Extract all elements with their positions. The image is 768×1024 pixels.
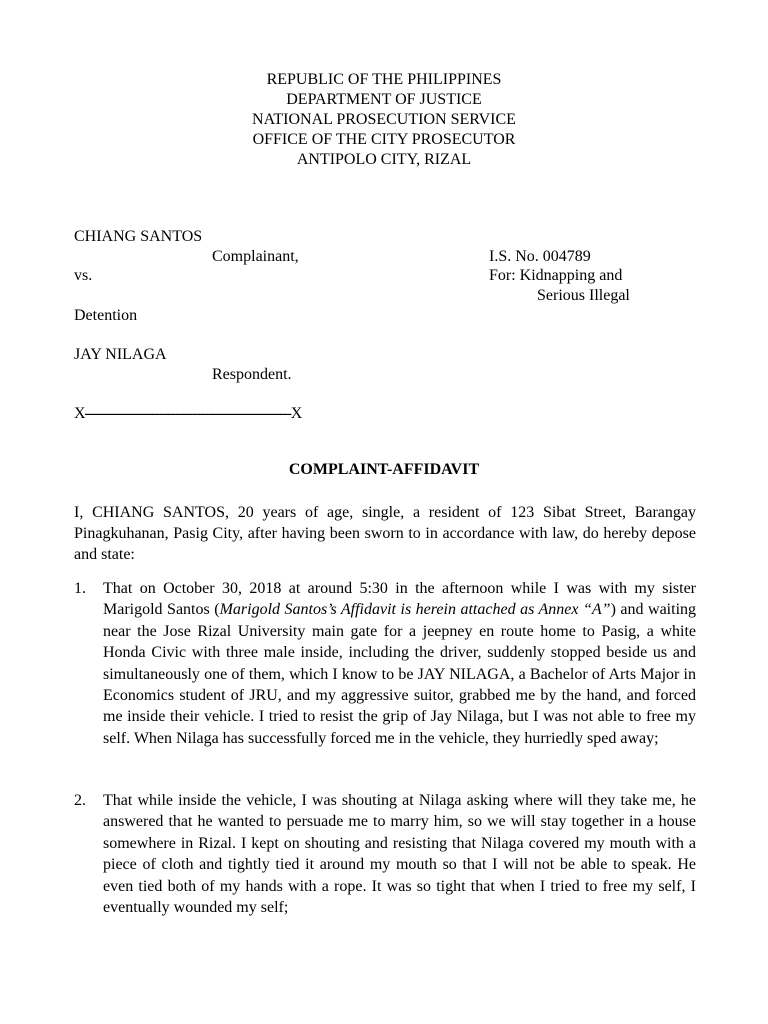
respondent-name: JAY NILAGA	[74, 346, 167, 363]
header-line-republic: REPUBLIC OF THE PHILIPPINES	[266, 71, 502, 88]
is-number: I.S. No. 004789	[489, 248, 591, 265]
item-text: That on October 30, 2018 at around 5:30 in the afternoon while I was with my sister Marigold Santos (Marigold Santos’s Affidavit is herein attached as Annex “A”) and waiting near the Jose Rizal University main gate for a jeepney en route home to Pasig, a white Honda Civic with three male inside, including the driver, suddenly stopped beside us and simultaneously one of them, which I know to be JAY NILAGA, a Bachelor of Arts Major in Economics student of JRU, and my aggressive suitor, grabbed me by the hand, and forced me inside their vehicle. I tried to resist the grip of Jay Nilaga, but I was not able to free my self. When Nilaga has successfully forced me in the vehicle, they hurriedly sped away;	[103, 580, 697, 747]
document-title: COMPLAINT-AFFIDAVIT	[288, 461, 480, 478]
header-line-office: OFFICE OF THE CITY PROSECUTOR	[252, 131, 516, 148]
charge-line-3: Detention	[74, 307, 138, 324]
charge-line-1: For: Kidnapping and	[489, 267, 623, 284]
intro-paragraph: I, CHIANG SANTOS, 20 years of age, single, a resident of 123 Sibat Street, Barangay Pinagkuhanan, Pasig City, after having been sworn to in accordance with law, do hereby depose and state:	[74, 504, 696, 563]
complainant-name: CHIANG SANTOS	[74, 228, 203, 245]
complainant-label: Complainant,	[212, 248, 299, 265]
versus-label: vs.	[74, 267, 93, 284]
annex-reference: Marigold Santos’s Affidavit is herein attached as Annex “A”	[219, 601, 611, 619]
header-line-city: ANTIPOLO CITY, RIZAL	[296, 151, 472, 168]
item-number: 2.	[74, 792, 86, 809]
charge-line-2: Serious Illegal	[537, 287, 630, 304]
header-line-department: DEPARTMENT OF JUSTICE	[286, 91, 482, 108]
respondent-label: Respondent.	[212, 366, 292, 383]
caption-separator: X--------------------------------------------------X	[74, 405, 302, 422]
item-text: That while inside the vehicle, I was shouting at Nilaga asking where will they take me, he answered that he wanted to persuade me to marry him, so we will stay together in a house somewhere in Rizal. I kept on shouting and resisting that Nilaga covered my mouth with a piece of cloth and tightly tied it around my mouth so that I will not be able to speak. He even tied both of my hands with a rope. It was so tight that when I tried to free my self, I eventually wounded my self;	[103, 792, 696, 917]
header-line-service: NATIONAL PROSECUTION SERVICE	[252, 111, 516, 128]
item-number: 1.	[74, 580, 86, 597]
document-header	[0, 70, 768, 170]
